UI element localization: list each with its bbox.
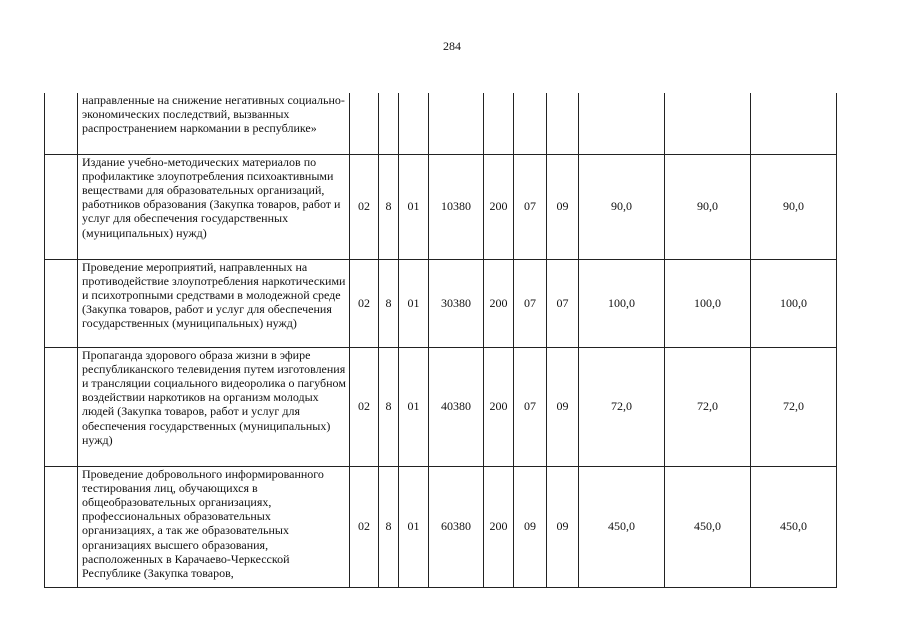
value-cell: 450,0 xyxy=(665,466,751,587)
value-cell: 90,0 xyxy=(751,154,837,259)
value-cell: 09 xyxy=(547,347,579,466)
value-cell: 02 xyxy=(350,347,379,466)
value-cell: 8 xyxy=(379,466,399,587)
description-cell: Пропаганда здорового образа жизни в эфире республиканского телевидения путем изготовления и трансляции социального видеоролика о пагубном воздействии наркотиков на организм молодых людей (Закупка товаров, работ и услуг для обеспечения государственных (муниципальных) нужд) xyxy=(78,347,350,466)
value-cell xyxy=(751,93,837,154)
value-cell xyxy=(579,93,665,154)
value-cell: 72,0 xyxy=(579,347,665,466)
description-cell: направленные на снижение негативных социально-экономических последствий, вызванных распространением наркомании в республике» xyxy=(78,93,350,154)
table-row xyxy=(45,259,837,347)
value-cell: 02 xyxy=(350,259,379,347)
value-cell: 02 xyxy=(350,154,379,259)
value-cell: 60380 xyxy=(429,466,484,587)
value-cell xyxy=(399,93,429,154)
value-cell xyxy=(665,93,751,154)
row-number-cell xyxy=(45,347,78,466)
value-cell: 07 xyxy=(514,347,547,466)
table-row xyxy=(45,93,837,154)
value-cell: 100,0 xyxy=(665,259,751,347)
value-cell: 40380 xyxy=(429,347,484,466)
value-cell: 07 xyxy=(514,154,547,259)
description-cell: Издание учебно-методических материалов по профилактике злоупотребления психоактивными веществами для образовательных организаций, работников образования (Закупка товаров, работ и услуг для обеспечения государственных (муниципальных) нужд) xyxy=(78,154,350,259)
table-row xyxy=(45,347,837,466)
value-cell: 450,0 xyxy=(579,466,665,587)
value-cell: 72,0 xyxy=(751,347,837,466)
value-cell: 8 xyxy=(379,259,399,347)
value-cell: 200 xyxy=(484,259,514,347)
value-cell: 01 xyxy=(399,154,429,259)
row-number-cell xyxy=(45,259,78,347)
value-cell: 100,0 xyxy=(751,259,837,347)
description-cell: Проведение мероприятий, направленных на противодействие злоупотребления наркотическими и психотропными средствами в молодежной среде (Закупка товаров, работ и услуг для обеспечения государственных (муниципальных) нужд) xyxy=(78,259,350,347)
value-cell: 200 xyxy=(484,347,514,466)
budget-table xyxy=(44,93,837,588)
value-cell xyxy=(514,93,547,154)
value-cell: 10380 xyxy=(429,154,484,259)
row-number-cell xyxy=(45,466,78,587)
value-cell: 100,0 xyxy=(579,259,665,347)
value-cell: 09 xyxy=(547,154,579,259)
value-cell xyxy=(547,93,579,154)
table-row xyxy=(45,154,837,259)
value-cell: 450,0 xyxy=(751,466,837,587)
page-number: 284 xyxy=(443,39,461,53)
description-cell: Проведение добровольного информированного тестирования лиц, обучающихся в общеобразовательных организациях, профессиональных образовательных организациях, а так же образовательных организациях высшего образования, расположенных в Карачаево-Черкесской Республике (Закупка товаров, xyxy=(78,466,350,587)
value-cell: 30380 xyxy=(429,259,484,347)
value-cell: 09 xyxy=(547,466,579,587)
value-cell: 8 xyxy=(379,347,399,466)
row-number-cell xyxy=(45,93,78,154)
value-cell: 8 xyxy=(379,154,399,259)
value-cell: 02 xyxy=(350,466,379,587)
value-cell: 200 xyxy=(484,154,514,259)
value-cell: 07 xyxy=(514,259,547,347)
value-cell xyxy=(379,93,399,154)
value-cell xyxy=(350,93,379,154)
value-cell: 72,0 xyxy=(665,347,751,466)
value-cell: 09 xyxy=(514,466,547,587)
value-cell: 90,0 xyxy=(579,154,665,259)
value-cell: 200 xyxy=(484,466,514,587)
value-cell: 01 xyxy=(399,347,429,466)
table-row xyxy=(45,466,837,587)
value-cell xyxy=(429,93,484,154)
value-cell: 90,0 xyxy=(665,154,751,259)
value-cell xyxy=(484,93,514,154)
value-cell: 07 xyxy=(547,259,579,347)
value-cell: 01 xyxy=(399,466,429,587)
row-number-cell xyxy=(45,154,78,259)
value-cell: 01 xyxy=(399,259,429,347)
